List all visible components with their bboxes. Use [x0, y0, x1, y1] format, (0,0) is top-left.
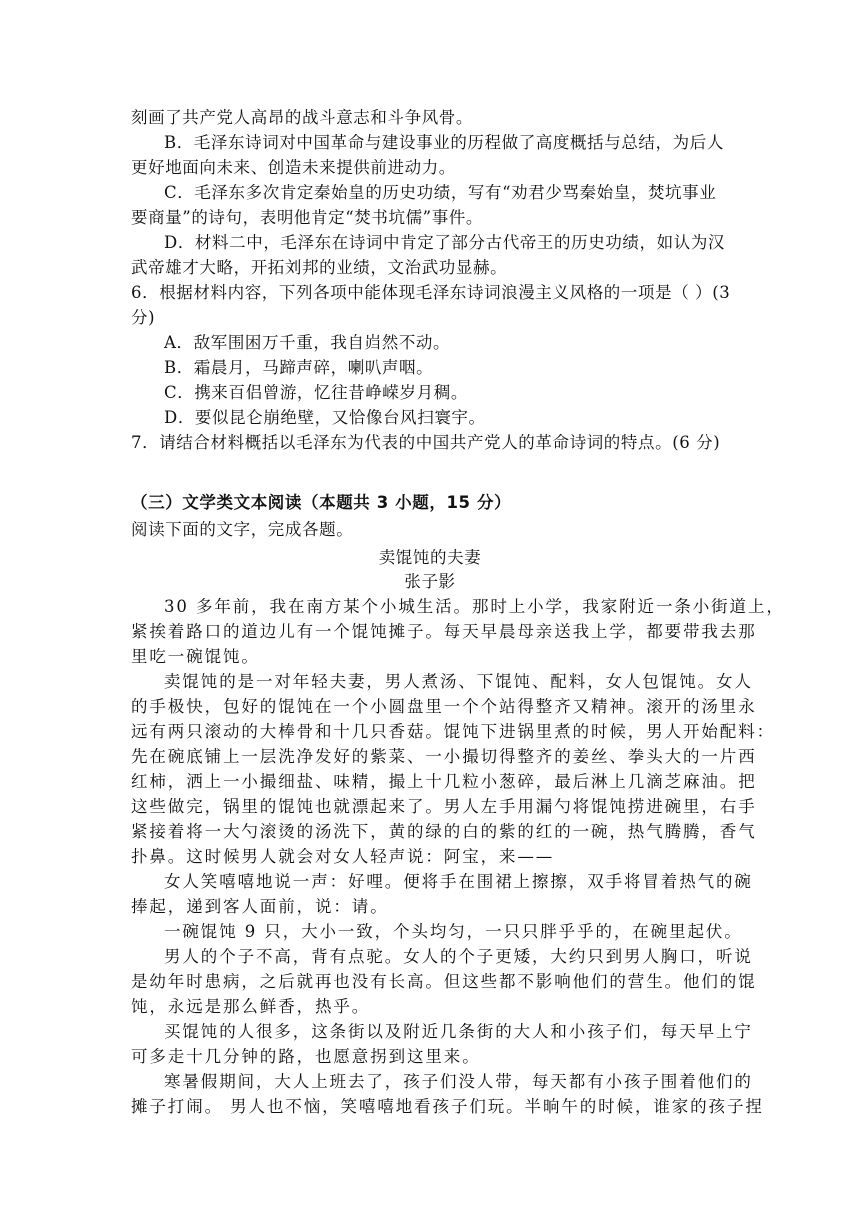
- question-7: 7．请结合材料概括以毛泽东为代表的中国共产党人的革命诗词的特点。(6 分): [131, 433, 721, 452]
- option-c-line: C．毛泽东多次肯定秦始皇的历史功绩，写有“劝君少骂秦始皇，焚坑事业: [164, 183, 717, 202]
- story-line: 买馄饨的人很多，这条街以及附近几条街的大人和小孩子们，每天早上宁: [164, 1022, 753, 1041]
- text-line: 刻画了共产党人高昂的战斗意志和斗争风骨。: [131, 108, 473, 127]
- story-line: 红柿，洒上一小撮细盐、味精，撮上十几粒小葱碎，最后淋上几滴芝麻油。把: [131, 772, 757, 791]
- story-line: 30 多年前，我在南方某个小城生活。那时上小学，我家附近一条小街道上，: [164, 597, 785, 616]
- text-line: 要商量”的诗句，表明他肯定“焚书坑儒”事件。: [131, 208, 484, 227]
- text-line: 更好地面向未来、创造未来提供前进动力。: [131, 158, 456, 177]
- choice-b: B．霜晨月，马蹄声碎，喇叭声咽。: [164, 358, 434, 377]
- story-line: 摊子打闹。 男人也不恼，笑嘻嘻地看孩子们玩。半晌午的时候，谁家的孩子捏: [131, 1097, 764, 1116]
- story-line: 先在碗底铺上一层洗净发好的紫菜、一小撮切得整齐的姜丝、拳头大的一片西: [131, 747, 757, 766]
- choice-a: A．敌军围困万千重，我自岿然不动。: [164, 333, 451, 352]
- story-title: 卖馄饨的夫妻: [378, 548, 482, 567]
- story-line: 男人的个子不高，背有点驼。女人的个子更矮，大约只到男人胸口，听说: [164, 947, 753, 966]
- instruction-text: 阅读下面的文字，完成各题。: [131, 520, 354, 539]
- story-line: 寒暑假期间，大人上班去了，孩子们没人带，每天都有小孩子围着他们的: [164, 1072, 753, 1091]
- story-line: 紧接着将一大勺滚烫的汤洗下，黄的绿的白的紫的红的一碗，热气腾腾，香气: [131, 822, 757, 841]
- story-line: 捧起，递到客人面前，说：请。: [131, 897, 389, 916]
- story-line: 一碗馄饨 9 只，大小一致，个头均匀，一只只胖乎乎的，在碗里起伏。: [164, 922, 743, 941]
- story-author: 张子影: [404, 572, 456, 591]
- story-line: 卖馄饨的是一对年轻夫妻，男人煮汤、下馄饨、配料，女人包馄饨。女人: [164, 672, 753, 691]
- option-b-line: B．毛泽东诗词对中国革命与建设事业的历程做了高度概括与总结，为后人: [164, 133, 724, 152]
- choice-d: D．要似昆仑崩绝壁，又恰像台风扫寰宇。: [164, 408, 486, 427]
- choice-c: C．携来百侣曾游，忆往昔峥嵘岁月稠。: [164, 383, 468, 402]
- story-line: 的手极快，包好的馄饨在一个小圆盘里一个个站得整齐又精神。滚开的汤里永: [131, 697, 757, 716]
- story-line: 饨，永远是那么鲜香，热乎。: [131, 997, 371, 1016]
- text-line: 武帝雄才大略，开拓刘邦的业绩，文治武功显赫。: [131, 258, 508, 277]
- text-line: 分): [131, 308, 156, 327]
- question-6: 6．根据材料内容，下列各项中能体现毛泽东诗词浪漫主义风格的一项是（ ）(3: [131, 283, 731, 302]
- option-d-line: D．材料二中，毛泽东在诗词中肯定了部分古代帝王的历史功绩，如认为汉: [164, 233, 726, 252]
- section-heading: （三）文学类文本阅读（本题共 3 小题，15 分）: [131, 493, 512, 512]
- story-line: 可多走十几分钟的路，也愿意拐到这里来。: [131, 1047, 481, 1066]
- story-line: 女人笑嘻嘻地说一声：好哩。便将手在围裙上擦擦，双手将冒着热气的碗: [164, 872, 753, 891]
- story-line: 紧挨着路口的道边儿有一个馄饨摊子。每天早晨母亲送我上学，都要带我去那: [131, 622, 757, 641]
- story-line: 扑鼻。这时候男人就会对女人轻声说：阿宝，来——: [131, 847, 555, 866]
- story-line: 里吃一碗馄饨。: [131, 647, 260, 666]
- story-line: 是幼年时患病，之后就再也没有长高。但这些都不影响他们的营生。他们的馄: [131, 972, 757, 991]
- story-line: 这些做完，锅里的馄饨也就漂起来了。男人左手用漏勺将馄饨捞进碗里，右手: [131, 797, 757, 816]
- story-line: 远有两只滚动的大棒骨和十几只香菇。馄饨下进锅里煮的时候，男人开始配料：: [131, 722, 775, 741]
